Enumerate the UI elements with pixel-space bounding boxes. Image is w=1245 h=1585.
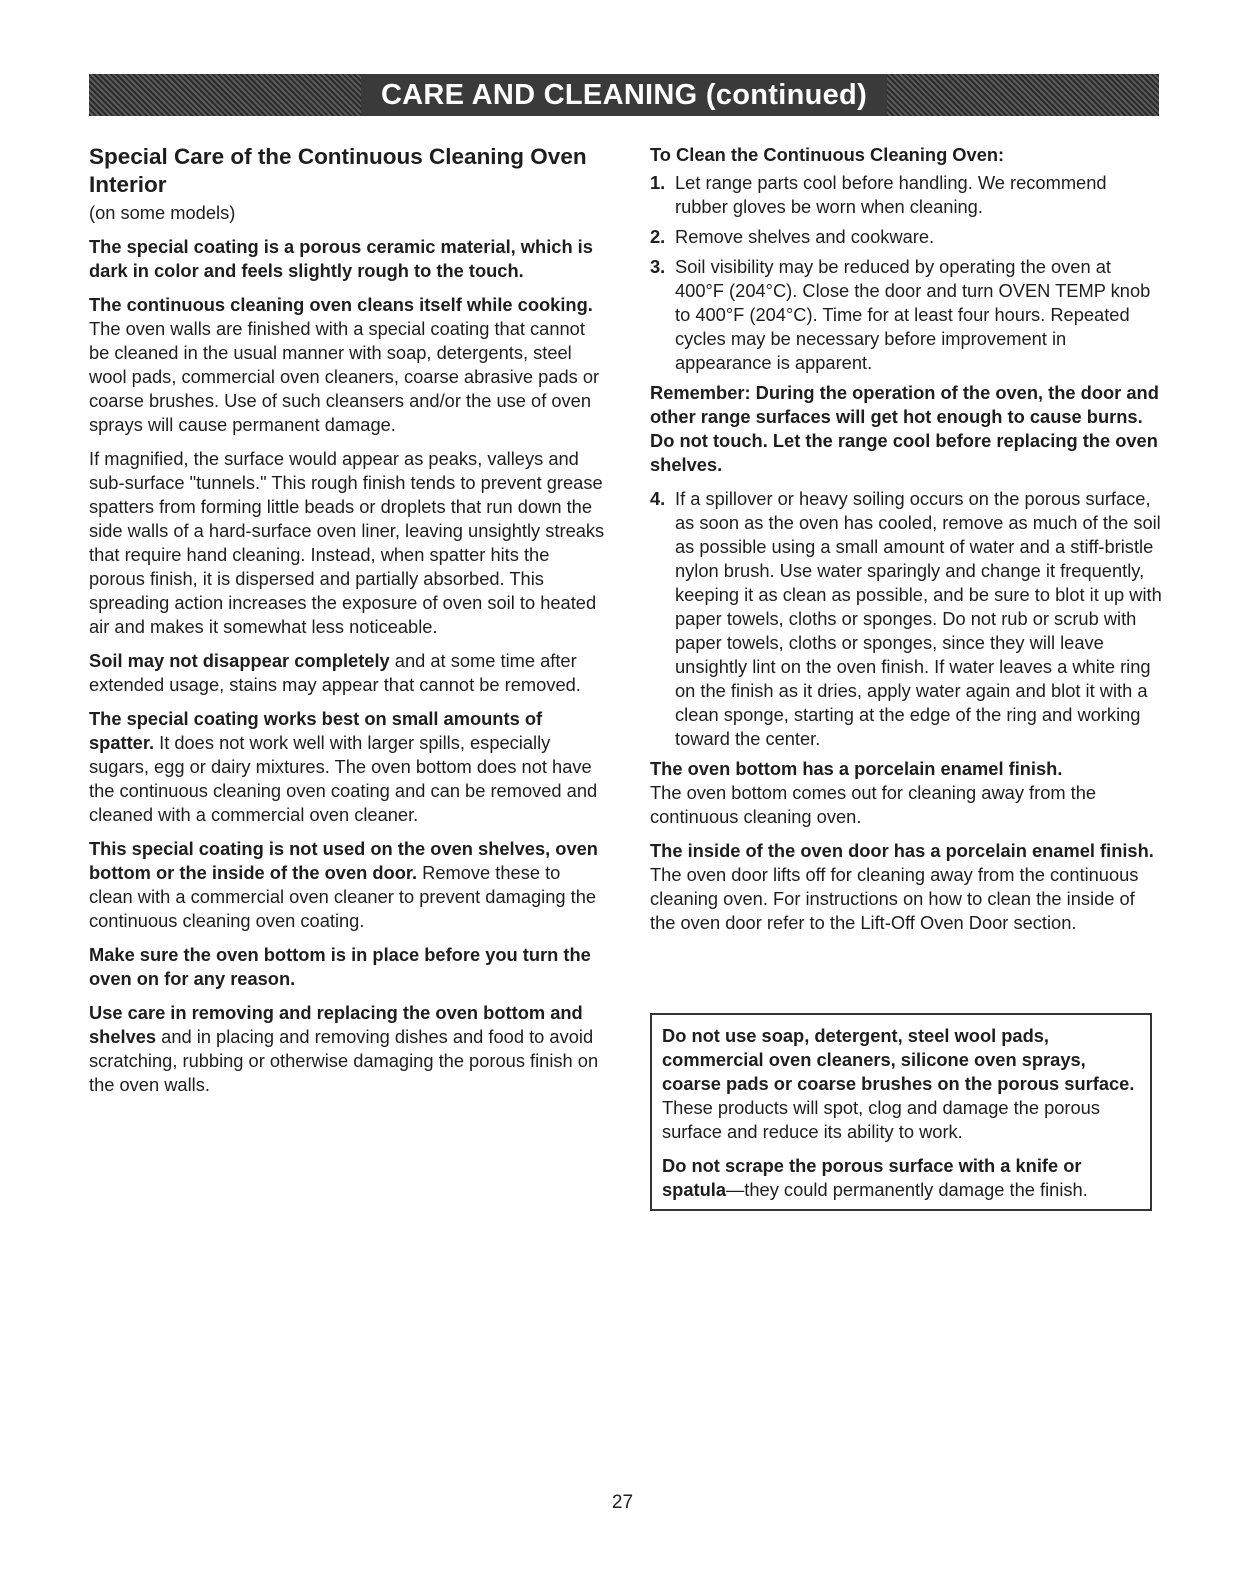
paragraph-spatter bbox=[89, 707, 609, 827]
warning-box bbox=[650, 1013, 1152, 1211]
step-number: 4. bbox=[650, 488, 666, 509]
paragraph-oven-bottom-text: The oven bottom comes out for cleaning away from the continuous cleaning oven. bbox=[650, 782, 1097, 827]
paragraph-spatter-text: It does not work well with larger spills, especially sugars, egg or dairy mixtures. The oven bottom does not have the continuous cleaning oven coating and can be removed and cleaned with a commercial oven cleaner. bbox=[89, 732, 598, 825]
paragraph-spatter-bold: The special coating works best on small amounts of spatter. bbox=[89, 708, 543, 753]
step-number: 2. bbox=[650, 226, 666, 247]
step-text: Soil visibility may be reduced by operating the oven at 400°F (204°C). Close the door and turn OVEN TEMP knob to 400°F (204°C). Time for at least four hours. Repeated cycles may be necessary before improvement in appearance is apparent. bbox=[675, 256, 1151, 373]
list-item bbox=[650, 487, 1162, 751]
page-number: 27 bbox=[611, 1492, 634, 1513]
paragraph-self-clean bbox=[89, 293, 609, 437]
cleaning-steps-list-continued bbox=[650, 487, 1162, 751]
paragraph-self-clean-text: The oven walls are finished with a special coating that cannot be cleaned in the usual manner with soap, detergents, steel wool pads, commercial oven cleaners, coarse abrasive pads or coarse brushes. Use of such cleansers and/or the use of oven sprays will cause permanent damage. bbox=[89, 318, 600, 435]
warning-no-scrape-text: —they could permanently damage the finish. bbox=[726, 1179, 1088, 1200]
remember-warning: Remember: During the operation of the oven, the door and other range surfaces will get hot enough to cause burns. Do not touch. Let the range cool before replacing the oven shelves. bbox=[650, 382, 1159, 475]
cleaning-steps-heading: To Clean the Continuous Cleaning Oven: bbox=[650, 144, 1005, 165]
left-column bbox=[89, 143, 609, 1107]
warning-no-soap-text: These products will spot, clog and damage the porous surface and reduce its ability to work. bbox=[662, 1097, 1100, 1142]
cleaning-steps-list bbox=[650, 171, 1162, 375]
paragraph-soil-text: and at some time after extended usage, stains may appear that cannot be removed. bbox=[89, 650, 581, 695]
paragraph-oven-door-text: The oven door lifts off for cleaning away from the continuous cleaning oven. For instructions on how to clean the inside of the oven door refer to the Lift-Off Oven Door section. bbox=[650, 864, 1139, 933]
paragraph-soil-bold: Soil may not disappear completely bbox=[89, 650, 390, 671]
paragraph-oven-bottom bbox=[650, 757, 1162, 829]
step-text: If a spillover or heavy soiling occurs on the porous surface, as soon as the oven has cooled, remove as much of the soil as possible using a small amount of water and a stiff-bristle nylon brush. Use water sparingly and change it frequently, keeping it as clean as possible, and be sure to blot it up with paper towels, cloths or sponges. Do not rub or scrub with paper towels, cloths or sponges, since they will leave unsightly lint on the oven finish. If water leaves a white ring on the finish as it dries, apply water again and blot it with a clean sponge, starting at the edge of the ring and working toward the center. bbox=[675, 488, 1162, 749]
warning-no-soap-bold: Do not use soap, detergent, steel wool pads, commercial oven cleaners, silicone oven sprays, coarse pads or coarse brushes on the porous surface. bbox=[662, 1025, 1135, 1094]
paragraph-bottom-in-place: Make sure the oven bottom is in place before you turn the oven on for any reason. bbox=[89, 944, 591, 989]
list-item bbox=[650, 225, 1162, 249]
warning-no-scrape bbox=[662, 1154, 1138, 1202]
paragraph-oven-door bbox=[650, 839, 1162, 935]
paragraph-coating: The special coating is a porous ceramic material, which is dark in color and feels slightly rough to the touch. bbox=[89, 236, 593, 281]
step-text: Let range parts cool before handling. We recommend rubber gloves be worn when cleaning. bbox=[675, 172, 1107, 217]
paragraph-not-used-bold: This special coating is not used on the oven shelves, oven bottom or the inside of the oven door. bbox=[89, 838, 598, 883]
paragraph-oven-bottom-bold: The oven bottom has a porcelain enamel finish. bbox=[650, 758, 1063, 779]
paragraph-oven-door-bold: The inside of the oven door has a porcelain enamel finish. bbox=[650, 840, 1154, 861]
list-item bbox=[650, 171, 1162, 219]
step-number: 1. bbox=[650, 172, 666, 193]
list-item bbox=[650, 255, 1162, 375]
paragraph-not-used-text: Remove these to clean with a commercial oven cleaner to prevent damaging the continuous cleaning oven coating. bbox=[89, 862, 597, 931]
warning-no-soap bbox=[662, 1024, 1138, 1144]
section-heading: Special Care of the Continuous Cleaning Oven Interior bbox=[89, 144, 587, 197]
section-subheading: (on some models) bbox=[89, 202, 236, 223]
step-number: 3. bbox=[650, 256, 666, 277]
paragraph-magnified: If magnified, the surface would appear as peaks, valleys and sub-surface "tunnels." This rough finish tends to prevent grease spatters from forming little beads or droplets that run down the side walls of a hard-surface oven liner, leaving unsightly streaks that require hand cleaning. Instead, when spatter hits the porous finish, it is dispersed and partially absorbed. This spreading action increases the exposure of oven soil to heated air and makes it somewhat less noticeable. bbox=[89, 448, 605, 637]
paragraph-use-care bbox=[89, 1001, 609, 1097]
right-column bbox=[650, 143, 1162, 945]
banner-title: CARE AND CLEANING (continued) bbox=[380, 78, 868, 111]
paragraph-soil bbox=[89, 649, 609, 697]
warning-no-scrape-bold: Do not scrape the porous surface with a knife or spatula bbox=[662, 1155, 1082, 1200]
paragraph-self-clean-bold: The continuous cleaning oven cleans itself while cooking. bbox=[89, 294, 593, 315]
step-text: Remove shelves and cookware. bbox=[675, 226, 935, 247]
paragraph-not-used bbox=[89, 837, 609, 933]
paragraph-use-care-text: and in placing and removing dishes and food to avoid scratching, rubbing or otherwise damaging the porous finish on the oven walls. bbox=[89, 1026, 599, 1095]
paragraph-use-care-bold: Use care in removing and replacing the oven bottom and shelves bbox=[89, 1002, 583, 1047]
banner-title-box bbox=[361, 74, 887, 116]
section-banner bbox=[89, 74, 1159, 116]
